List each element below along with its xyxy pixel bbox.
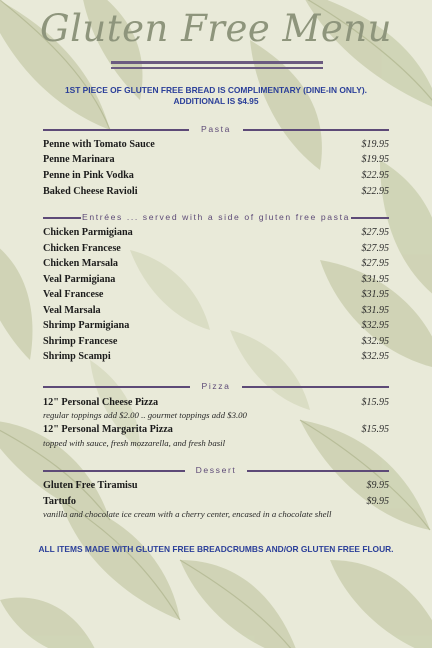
heading-rule-right bbox=[243, 129, 389, 131]
menu-item bbox=[43, 479, 389, 493]
item-price: $32.95 bbox=[361, 351, 389, 362]
item-price: $19.95 bbox=[361, 154, 389, 165]
section-heading-pasta bbox=[43, 123, 389, 135]
menu-item bbox=[43, 242, 389, 256]
item-price: $27.95 bbox=[361, 243, 389, 254]
item-description: vanilla and chocolate ice cream with a cherry center, encased in a chocolate shell bbox=[43, 509, 332, 519]
item-name: Shrimp Parmigiana bbox=[43, 320, 130, 331]
menu-item bbox=[43, 273, 389, 287]
item-price: $31.95 bbox=[361, 305, 389, 316]
menu-item bbox=[43, 423, 389, 437]
section-heading-label: Entrées ... served with a side of gluten free pasta bbox=[82, 212, 350, 222]
menu-item bbox=[43, 288, 389, 302]
menu-item bbox=[43, 396, 389, 410]
item-price: $15.95 bbox=[361, 397, 389, 408]
item-name: Penne Marinara bbox=[43, 154, 115, 165]
item-name: Tartufo bbox=[43, 496, 77, 507]
section-heading-pizza bbox=[43, 380, 389, 392]
menu-item bbox=[43, 169, 389, 183]
section-heading-label: Dessert bbox=[195, 465, 237, 475]
item-name: Veal Parmigiana bbox=[43, 274, 116, 285]
menu-item bbox=[43, 319, 389, 333]
item-price: $19.95 bbox=[361, 139, 389, 150]
item-description: regular toppings add $2.00 .. gourmet toppings add $3.00 bbox=[43, 410, 247, 420]
heading-rule-right bbox=[242, 386, 389, 388]
item-name: 12" Personal Cheese Pizza bbox=[43, 397, 159, 408]
bread-notice: 1ST PIECE OF GLUTEN FREE BREAD IS COMPLIMENTARY (DINE-IN ONLY). ADDITIONAL IS $4.95 bbox=[65, 85, 367, 106]
menu-item bbox=[43, 153, 389, 167]
menu-item bbox=[43, 335, 389, 349]
section-heading-label: Pizza bbox=[201, 381, 231, 391]
menu-item bbox=[43, 495, 389, 509]
item-price: $15.95 bbox=[361, 424, 389, 435]
section-heading-entrees bbox=[43, 211, 389, 223]
item-name: Veal Marsala bbox=[43, 305, 101, 316]
heading-rule-right bbox=[247, 470, 389, 472]
item-price: $27.95 bbox=[361, 258, 389, 269]
menu-title: Gluten Free Menu bbox=[40, 7, 392, 50]
item-name: Veal Francese bbox=[43, 289, 104, 300]
menu-item bbox=[43, 350, 389, 364]
item-price: $31.95 bbox=[361, 289, 389, 300]
item-price: $32.95 bbox=[361, 320, 389, 331]
item-name: Penne in Pink Vodka bbox=[43, 170, 134, 181]
item-name: Chicken Marsala bbox=[43, 258, 118, 269]
menu-item bbox=[43, 226, 389, 240]
menu-item bbox=[43, 304, 389, 318]
heading-rule-right bbox=[351, 217, 389, 219]
item-name: Chicken Francese bbox=[43, 243, 121, 254]
item-name: Gluten Free Tiramisu bbox=[43, 480, 138, 491]
item-price: $31.95 bbox=[361, 274, 389, 285]
menu-item bbox=[43, 257, 389, 271]
item-price: $9.95 bbox=[366, 480, 389, 491]
item-name: Chicken Parmigiana bbox=[43, 227, 133, 238]
item-name: Penne with Tomato Sauce bbox=[43, 139, 155, 150]
title-rule-bottom bbox=[111, 67, 323, 69]
section-heading-dessert bbox=[43, 464, 389, 476]
item-price: $22.95 bbox=[361, 170, 389, 181]
item-description: topped with sauce, fresh mozzarella, and fresh basil bbox=[43, 438, 226, 448]
item-name: 12" Personal Margarita Pizza bbox=[43, 424, 173, 435]
item-price: $22.95 bbox=[361, 186, 389, 197]
menu-item bbox=[43, 185, 389, 199]
menu-item bbox=[43, 138, 389, 152]
item-name: Shrimp Scampi bbox=[43, 351, 111, 362]
item-price: $9.95 bbox=[366, 496, 389, 507]
item-price: $27.95 bbox=[361, 227, 389, 238]
title-rule-top bbox=[111, 61, 323, 64]
footer-note: ALL ITEMS MADE WITH GLUTEN FREE BREADCRUMBS AND/OR GLUTEN FREE FLOUR. bbox=[38, 544, 394, 554]
item-name: Baked Cheese Ravioli bbox=[43, 186, 138, 197]
item-name: Shrimp Francese bbox=[43, 336, 118, 347]
item-price: $32.95 bbox=[361, 336, 389, 347]
section-heading-label: Pasta bbox=[201, 124, 231, 134]
